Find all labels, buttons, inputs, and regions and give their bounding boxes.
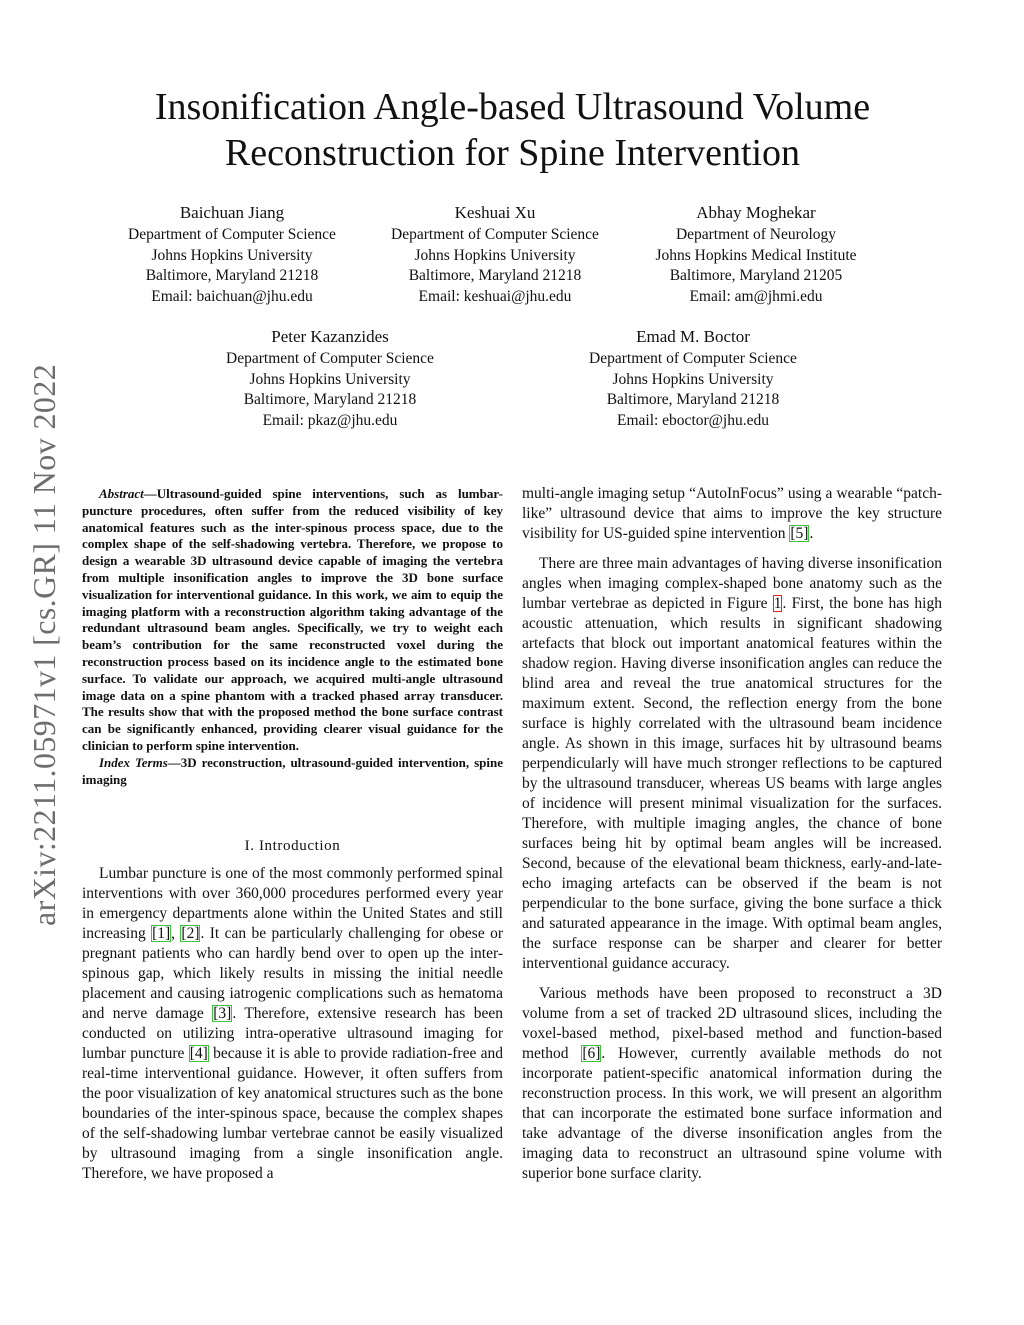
intro-text: . Therefore, extensive research has been conducted on utilizing intra-operative ultrasound imaging for lumbar puncture <box>82 1005 504 1062</box>
author-block-boctor <box>573 326 813 431</box>
intro-text: . First, the bone has high acoustic attenuation, which results in significant shadowing artefacts that block out important anatomical features within the shadow region. Having diverse insonification angles can reduce the blind area and reveal the true anatomical structures for the maximum extent. Second, the reflection energy from the bone surface is highly correlated with the ultrasound beam incidence angle. As shown in this image, surfaces hit by ultrasound beams perpendicularly will have much stronger reflections to be captured by the ultrasound transducer, whereas US beams with large angles of incidence will present minimal visualization for the surfaces. Therefore, with multiple imaging angles, the chance of bone surfaces being hit by optimal beam angles will be increased. Second, because of the elevational beam thickness, early-and-late-echo imaging artefacts can be observed if the beam is not perpendicular to the bone surface, giving the bone surface a thick and saturated appearance in the image. With optimal beam angles, the surface response can be sharper and clearer for better interventional guidance accuracy. <box>522 595 942 972</box>
citation-link[interactable]: [4] <box>189 1045 208 1062</box>
author-city: Baltimore, Maryland 21218 <box>145 267 319 284</box>
author-block-xu <box>375 202 615 307</box>
author-name: Keshuai Xu <box>454 203 536 222</box>
author-name: Peter Kazanzides <box>271 327 389 346</box>
author-email[interactable]: Email: eboctor@jhu.edu <box>616 411 769 429</box>
figure-link[interactable]: 1 <box>773 595 782 612</box>
citation-link[interactable]: [2] <box>181 925 200 942</box>
author-block-moghekar <box>636 202 876 307</box>
author-dept: Department of Computer Science <box>589 350 797 367</box>
author-city: Baltimore, Maryland 21205 <box>669 267 843 284</box>
author-city: Baltimore, Maryland 21218 <box>606 391 780 408</box>
author-inst: Johns Hopkins University <box>414 246 576 264</box>
author-email[interactable]: Email: pkaz@jhu.edu <box>262 411 398 429</box>
author-email[interactable]: Email: am@jhmi.edu <box>689 287 823 305</box>
paper-title <box>90 84 935 176</box>
intro-text: There are three main advantages of having diverse insonification angles when imaging complex-shaped bone anatomy such as the lumbar vertebrae as depicted in Figure <box>522 555 942 612</box>
right-column-body <box>522 484 942 1184</box>
author-city: Baltimore, Maryland 21218 <box>243 391 417 408</box>
author-inst: Johns Hopkins University <box>249 370 411 388</box>
index-terms-text: —3D reconstruction, ultrasound-guided intervention, spine imaging <box>82 754 503 787</box>
author-inst: Johns Hopkins Medical Institute <box>655 246 857 264</box>
author-dept: Department of Computer Science <box>128 226 336 243</box>
abstract <box>82 486 503 788</box>
intro-text: because it is able to provide radiation-free and real-time interventional guidance. However, it often suffers from the poor visualization of key anatomical structures such as the bone boundaries of the inter-spinous space, because the complex shapes of the self-shadowing lumbar vertebrae cannot be easily visualized by ultrasound imaging from a single insonification angle. Therefore, we have proposed a <box>82 1045 503 1182</box>
author-dept: Department of Computer Science <box>391 226 599 243</box>
intro-text: . However, currently available methods do not incorporate patient-specific anatomical information during the reconstruction process. In this work, we will present an algorithm that can incorporate the estimated bone surface information and take advantage of the diverse insonification angles from the imaging data to reconstruct an ultrasound spine volume with superior bone surface clarity. <box>522 1045 942 1182</box>
author-dept: Department of Computer Science <box>226 350 434 367</box>
citation-link[interactable]: [5] <box>790 525 809 542</box>
author-block-kazanzides <box>210 326 450 431</box>
index-terms-label: Index Terms <box>99 754 168 770</box>
citation-link[interactable]: [6] <box>582 1045 601 1062</box>
abstract-label: Abstract <box>99 486 144 501</box>
intro-text: Various methods have been proposed to reconstruct a 3D volume from a set of tracked 2D ultrasound slices, including the voxel-based method, pixel-based method and function-based method <box>522 985 942 1062</box>
author-name: Emad M. Boctor <box>636 327 750 346</box>
title-line-1: Insonification Angle-based Ultrasound Volume <box>154 86 871 128</box>
intro-text: Lumbar puncture is one of the most commonly performed spinal interventions with over 360,000 procedures performed every year in emergency departments alone within the United States and still increasing <box>82 865 503 942</box>
intro-text: . It can be particularly challenging for obese or pregnant patients who can hardly bend over to open up the inter-spinous gap, which likely results in missing the initial needle placement and causing iatrogenic complications such as hematoma and nerve damage <box>82 925 503 1022</box>
abstract-text: —Ultrasound-guided spine interventions, such as lumbar-puncture procedures, often suffer from the reduced visibility of key anatomical features such as the inter-spinous process space, due to the complex shape of the self-shadowing vertebra. Therefore, we propose to design a wearable 3D ultrasound device capable of imaging the vertebra from multiple insonification angles to improve the 3D bone surface visualization for interventional guidance. In this work, we aim to equip the imaging platform with a reconstruction algorithm taking advantage of the redundant ultrasound beam angles. Specifically, we try to weight each beam’s contribution for the same reconstructed voxel during the reconstruction process based on its incidence angle to the estimated bone surface. To validate our approach, we acquired multi-angle ultrasound image data on a spine phantom with a tracked phased array transducer. The results show that with the proposed method the bone surface contrast can be significantly enhanced, providing clearer visual guidance for the clinician to perform spine intervention. <box>82 486 503 753</box>
author-block-jiang <box>112 202 352 307</box>
author-name: Abhay Moghekar <box>696 203 816 222</box>
intro-text: . <box>809 525 814 542</box>
author-name: Baichuan Jiang <box>179 203 285 222</box>
author-dept: Department of Neurology <box>675 226 837 243</box>
author-email[interactable]: Email: baichuan@jhu.edu <box>151 287 313 305</box>
section-heading-introduction: I. Introduction <box>244 838 341 854</box>
arxiv-identifier[interactable]: arXiv:2211.05971v1 [cs.GR] 11 Nov 2022 <box>26 363 62 927</box>
intro-text: , <box>171 925 181 942</box>
intro-text: multi-angle imaging setup “AutoInFocus” using a wearable “patch-like” ultrasound device that aims to improve the key structure visibility for US-guided spine intervention <box>522 485 942 542</box>
left-column-body <box>82 864 503 1184</box>
citation-link[interactable]: [1] <box>152 925 171 942</box>
author-inst: Johns Hopkins University <box>151 246 313 264</box>
author-city: Baltimore, Maryland 21218 <box>408 267 582 284</box>
author-email[interactable]: Email: keshuai@jhu.edu <box>418 287 572 305</box>
title-line-2: Reconstruction for Spine Intervention <box>224 132 801 174</box>
author-inst: Johns Hopkins University <box>612 370 774 388</box>
citation-link[interactable]: [3] <box>213 1005 232 1022</box>
